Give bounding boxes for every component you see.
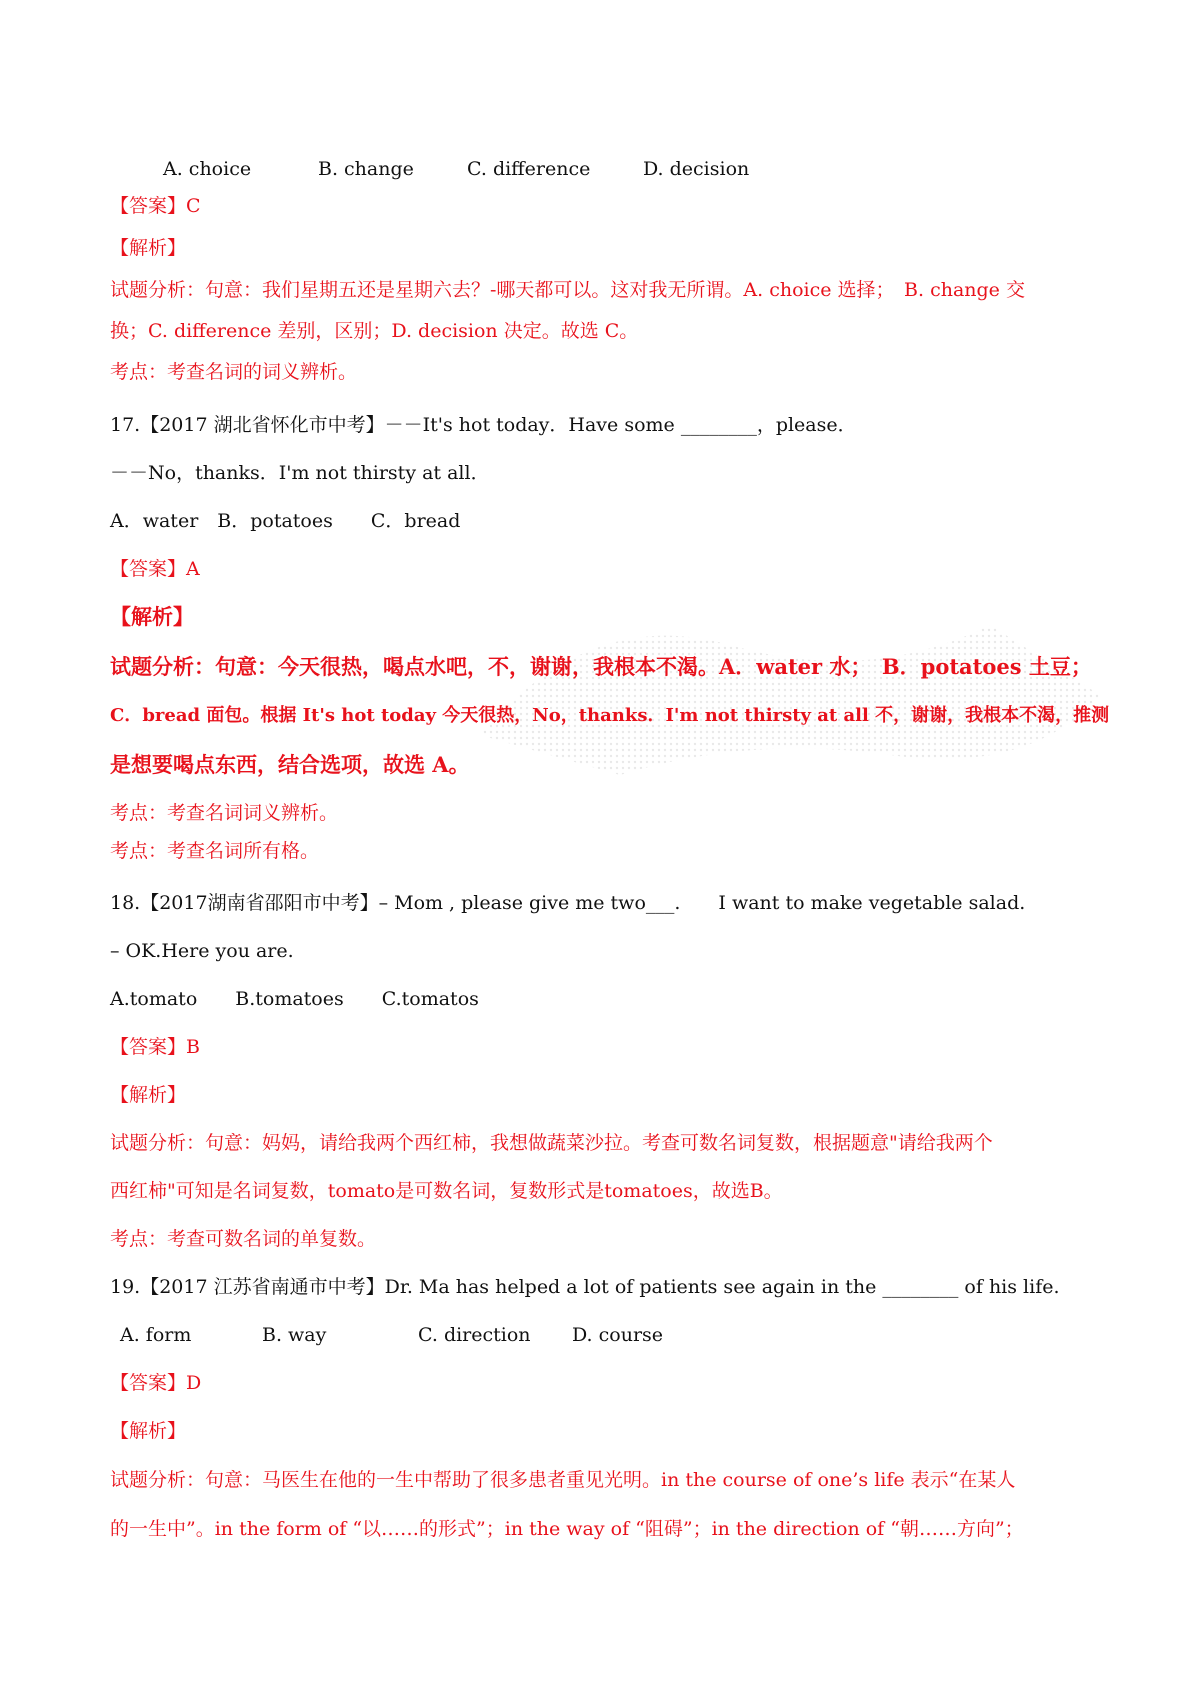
option-a: A. choice [163,158,252,180]
q18-question: 18.【2017湖南省邵阳市中考】– Mom , please give me two___. I want to make vegetable salad. [110,892,1026,914]
q16-point: 考点：考查名词的词义辨析。 [110,361,358,383]
q18-answer: 【答案】B [110,1036,200,1058]
q18-analysis-line-2: 西红柿"可知是名词复数，tomato是可数名词，复数形式是tomatoes，故选B。 [110,1180,783,1202]
q18-analysis-label: 【解析】 [110,1084,187,1106]
q18-analysis-line-1: 试题分析：句意：妈妈，请给我两个西红柿，我想做蔬菜沙拉。考查可数名词复数，根据题意"请给我两个 [110,1132,993,1154]
watermark-pattern [470,585,1110,785]
q17-analysis-label: 【解析】 [110,604,194,629]
q19-analysis-line-2: 的一生中”。in the form of “以……的形式”；in the way of “阻碍”；in the direction of “朝……方向”； [110,1518,1024,1540]
option-c: C. difference [467,158,591,180]
q19-question: 19.【2017 江苏省南通市中考】Dr. Ma has helped a lot of patients see again in the ________ of his life. [110,1276,1060,1298]
option-b: B. change [318,158,414,180]
q17-analysis-line-3: 是想要喝点东西，结合选项，故选 A。 [110,752,470,777]
q16-analysis-line-1: 试题分析：句意：我们星期五还是星期六去？-哪天都可以。这对我无所谓。A. choice 选择； B. change 交 [110,279,1025,301]
q16-analysis-label: 【解析】 [110,237,187,259]
q19-answer: 【答案】D [110,1372,202,1394]
q17-analysis-line-2: C．bread 面包。根据 It's hot today 今天很热，No，thanks．I'm not thirsty at all 不，谢谢，我根本不渴，推测 [110,705,1110,726]
q17-answer: 【答案】A [110,558,200,580]
q17-analysis-line-1: 试题分析：句意：今天很热，喝点水吧，不，谢谢，我根本不渴。A．water 水； B．potatoes 土豆； [110,654,1092,679]
q19-option-d: D. course [572,1324,664,1346]
q17-point-1: 考点：考查名词词义辨析。 [110,802,339,824]
q16-analysis-line-2: 换；C. difference 差别，区别；D. decision 决定。故选 C。 [110,320,639,342]
q18-options: A.tomato B.tomatoes C.tomatos [110,988,479,1010]
q17-point-2: 考点：考查名词所有格。 [110,840,320,862]
q19-option-b: B. way [262,1324,327,1346]
q19-analysis-label: 【解析】 [110,1420,187,1442]
q18-point: 考点：考查可数名词的单复数。 [110,1228,377,1250]
q18-reply: – OK.Here you are. [110,940,294,962]
q17-reply: －－No，thanks．I'm not thirsty at all． [110,462,490,484]
option-d: D. decision [643,158,750,180]
q19-option-a: A. form [120,1324,192,1346]
q16-answer: 【答案】C [110,195,201,217]
q19-option-c: C. direction [418,1324,531,1346]
q17-options: A．water B．potatoes C．bread [110,510,461,532]
q19-analysis-line-1: 试题分析：句意：马医生在他的一生中帮助了很多患者重见光明。in the course of one’s life 表示“在某人 [110,1469,1016,1491]
q17-question: 17.【2017 湖北省怀化市中考】－－It's hot today．Have some ________，please． [110,414,857,436]
